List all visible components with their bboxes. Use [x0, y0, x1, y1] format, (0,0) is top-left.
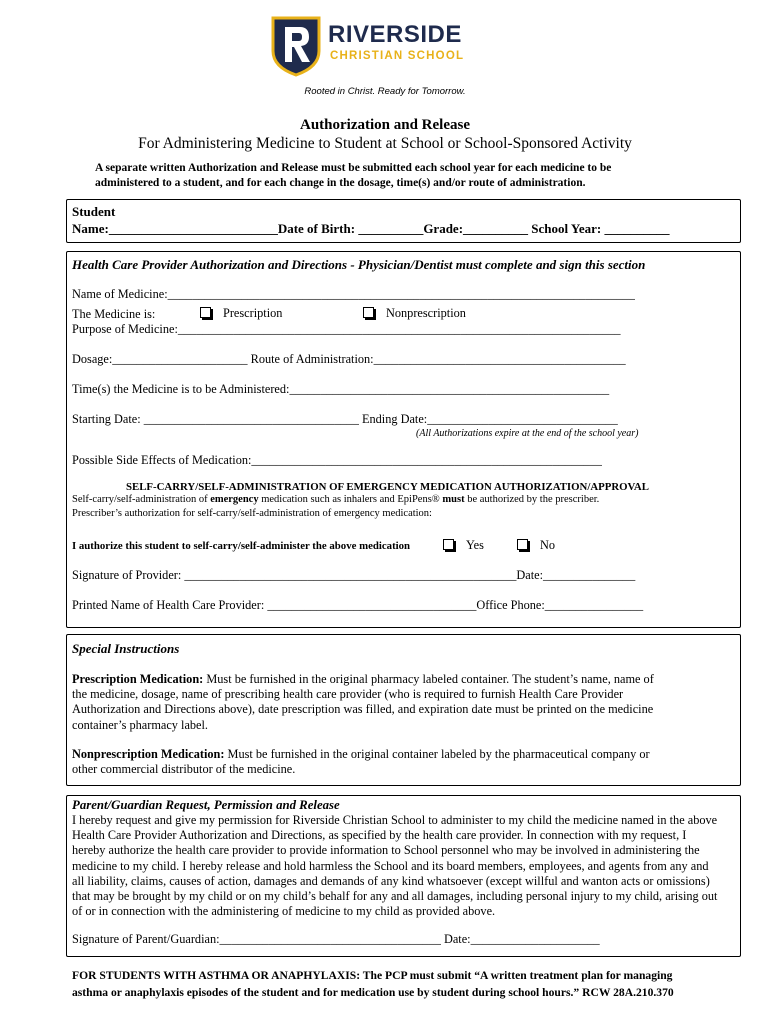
times-field[interactable]: Time(s) the Medicine is to be Administered:____________________________________________________	[72, 382, 610, 396]
yes-label: Yes	[466, 538, 484, 552]
checkbox-icon	[443, 539, 454, 550]
no-checkbox[interactable]	[517, 538, 555, 553]
nonprescription-instructions: Nonprescription Medication: Must be furnished in the original container labeled by the pharmaceutical company or other commercial distributor of the medicine.	[72, 747, 650, 777]
prescription-label: Prescription	[223, 306, 283, 320]
shield-icon	[270, 15, 322, 77]
prescription-checkbox[interactable]	[200, 306, 282, 321]
provider-signature-field[interactable]: Signature of Provider: ______________________________________________________Date:_______________	[72, 568, 636, 582]
no-label: No	[540, 538, 556, 552]
prescription-instructions: Prescription Medication: Must be furnished in the original pharmacy labeled container. The student’s name, name of the medicine, dosage, name of prescribing health care provider (who is required to furnish Health Care Provider Authorization and Directions above), date prescription was filled, and expiration date must be printed on the medicine container’s pharmacy label.	[72, 672, 654, 732]
footer-line-2: asthma or anaphylaxis episodes of the student and for medication use by student during school hours.” RCW 28A.210.370	[72, 986, 674, 999]
expire-note: (All Authorizations expire at the end of the school year)	[416, 428, 639, 439]
selfcarry-line-2: Prescriber’s authorization for self-carry/self-administration of emergency medication:	[72, 508, 432, 519]
nonprescription-label: Nonprescription	[386, 306, 466, 320]
checkbox-icon	[363, 307, 374, 318]
parent-signature-field[interactable]: Signature of Parent/Guardian:____________________________________ Date:_____________________	[72, 932, 600, 946]
selfcarry-line-1: Self-carry/self-administration of emergency medication such as inhalers and EpiPens® must be authorized by the prescriber.	[72, 494, 600, 505]
side-effects-field[interactable]: Possible Side Effects of Medication:_________________________________________________________	[72, 453, 602, 467]
school-name: RIVERSIDE	[328, 21, 462, 48]
school-tagline: Rooted in Christ. Ready for Tomorrow.	[304, 86, 466, 97]
student-info-line[interactable]: Name:__________________________Date of Birth: __________Grade:__________ School Year: __________	[72, 221, 670, 236]
medicine-is-label: The Medicine is:	[72, 307, 156, 321]
selfcarry-heading: SELF-CARRY/SELF-ADMINISTRATION OF EMERGENCY MEDICATION AUTHORIZATION/APPROVAL	[126, 481, 649, 493]
purpose-field[interactable]: Purpose of Medicine:________________________________________________________________________	[72, 322, 621, 336]
footer-line-1: FOR STUDENTS WITH ASTHMA OR ANAPHYLAXIS: The PCP must submit “A written treatment plan for managing	[72, 969, 673, 982]
school-logo	[270, 15, 495, 80]
student-label: Student	[72, 204, 116, 219]
nonprescription-checkbox[interactable]	[363, 306, 466, 321]
dosage-route-field[interactable]: Dosage:______________________ Route of Administration:_________________________________________	[72, 352, 626, 366]
school-subname: CHRISTIAN SCHOOL	[330, 50, 465, 62]
checkbox-icon	[517, 539, 528, 550]
parent-heading: Parent/Guardian Request, Permission and Release	[72, 798, 340, 812]
checkbox-icon	[200, 307, 211, 318]
yes-checkbox[interactable]	[443, 538, 484, 553]
page-title: Authorization and Release	[300, 117, 470, 133]
authorize-label: I authorize this student to self-carry/self-administer the above medication	[72, 540, 411, 552]
notice-line-1: A separate written Authorization and Release must be submitted each school year for each medicine to be	[95, 162, 612, 174]
special-heading: Special Instructions	[72, 641, 180, 656]
start-end-date-field[interactable]: Starting Date: ___________________________________ Ending Date:_______________________________	[72, 412, 618, 426]
notice-line-2: administered to a student, and for each change in the dosage, time(s) and/or route of administration.	[95, 177, 586, 189]
printed-name-field[interactable]: Printed Name of Health Care Provider: __________________________________Office Phone:________________	[72, 598, 644, 612]
provider-heading: Health Care Provider Authorization and Directions - Physician/Dentist must complete and sign this section	[72, 257, 646, 272]
page-subtitle: For Administering Medicine to Student at School or School-Sponsored Activity	[138, 135, 632, 152]
name-of-medicine-field[interactable]: Name of Medicine:____________________________________________________________________________	[72, 287, 635, 301]
parent-release-text: I hereby request and give my permission for Riverside Christian School to administer to my child the medicine named in the above Health Care Provider Authorization and Directions, as specified by the health care provider. In connection with my request, I hereby authorize the health care provider to provide information to School personnel who may be involved in administering the medicine to my child. I hereby release and hold harmless the School and its board members, employees, and agents from any and all liability, claims, causes of action, damages and demands of any kind whatsoever (except willful and wanton acts or omissions) that may be brought by my child or on my child’s behalf for any and all damages, including personal injury to my child, arising out of or in connection with the administering of medicine to my child as provided above.	[72, 813, 718, 919]
